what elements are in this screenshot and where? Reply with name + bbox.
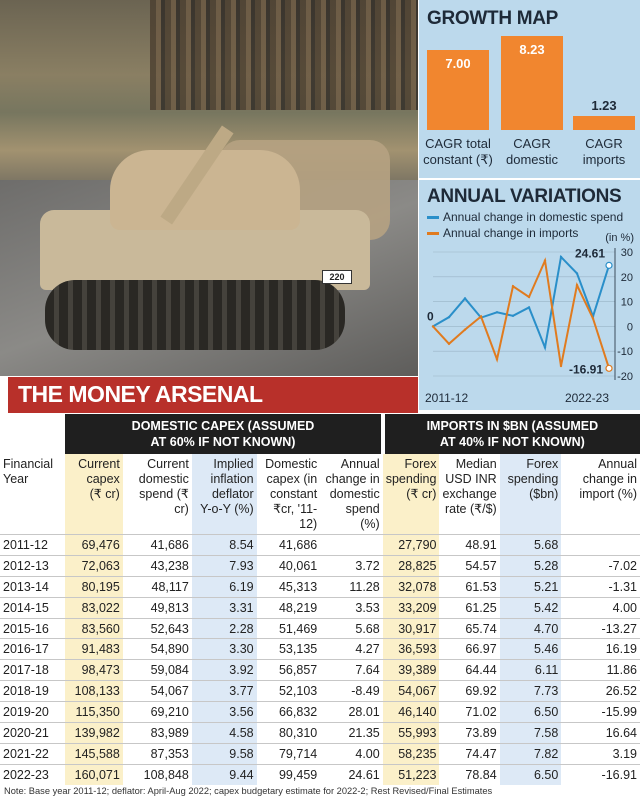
- series-point-domestic-2: [464, 297, 466, 299]
- column-header-4: Domestic capex (in constant ₹cr, '11-12): [265, 457, 318, 531]
- table-cell: -7.02: [561, 555, 640, 576]
- table-cell: 56,857: [257, 660, 321, 681]
- annual-variations-chart: [419, 180, 640, 410]
- table-cell: 30,917: [383, 618, 440, 639]
- table-cell: 28.01: [320, 702, 383, 723]
- table-cell: 2011-12: [0, 535, 65, 556]
- table-cell: 2017-18: [0, 660, 65, 681]
- table-cell: 69,476: [65, 535, 123, 556]
- table-cell: 8.54: [192, 535, 257, 556]
- y-tick-label-5: -20: [617, 371, 633, 383]
- table-cell: 33,209: [383, 597, 440, 618]
- table-cell: 69,210: [123, 702, 192, 723]
- table-cell: [561, 535, 640, 556]
- table-cell: 3.56: [192, 702, 257, 723]
- table-row: [0, 660, 640, 681]
- table-cell: 48,117: [123, 576, 192, 597]
- x-label-end: 2022-23: [564, 391, 609, 405]
- table-cell: 115,350: [65, 702, 123, 723]
- table-cell: 83,022: [65, 597, 123, 618]
- y-tick-label-2: 10: [620, 296, 633, 309]
- table-cell: 6.50: [500, 764, 562, 785]
- table-cell: 4.58: [192, 723, 257, 744]
- series-point-imports-1: [448, 343, 450, 345]
- table-row: [0, 555, 640, 576]
- table-row: [0, 681, 640, 702]
- table-cell: 61.25: [439, 597, 499, 618]
- series-point-domestic-5: [512, 315, 514, 317]
- table-cell: 45,313: [257, 576, 321, 597]
- growth-map-panel: [419, 0, 640, 178]
- column-header-1: Current capex (₹ cr): [65, 454, 123, 535]
- series-point-imports-3: [480, 315, 482, 317]
- series-point-imports-6: [528, 296, 530, 298]
- table-cell: 2014-15: [0, 597, 65, 618]
- column-header-3: Implied inflation deflator Y-o-Y (%): [192, 454, 257, 535]
- table-cell: 5.68: [500, 535, 562, 556]
- table-cell: 5.21: [500, 576, 562, 597]
- annual-variations-title: ANNUAL VARIATIONS: [427, 186, 622, 207]
- table-cell: 83,989: [123, 723, 192, 744]
- table-cell: 48,219: [257, 597, 321, 618]
- table-cell: 4.27: [320, 639, 383, 660]
- table-cell: 40,061: [257, 555, 321, 576]
- column-header-7: Median USD INR exchange rate (₹/$): [442, 457, 497, 516]
- table-cell: 66,832: [257, 702, 321, 723]
- table-cell: 2.28: [192, 618, 257, 639]
- table-cell: 108,133: [65, 681, 123, 702]
- series-point-imports-2: [464, 328, 466, 330]
- table-row: [0, 597, 640, 618]
- low-value-label: -16.91: [568, 362, 603, 377]
- growth-label-2: CAGR domestic: [505, 136, 559, 167]
- table-cell: 3.92: [192, 660, 257, 681]
- legend-label-imports: Annual change in imports: [443, 226, 579, 240]
- table-cell: 36,593: [383, 639, 440, 660]
- column-header-0: Financial Year: [3, 457, 54, 486]
- table-cell: 66.97: [439, 639, 499, 660]
- table-cell: 64.44: [439, 660, 499, 681]
- table-row: [0, 535, 640, 556]
- table-cell: 2018-19: [0, 681, 65, 702]
- table-cell: 139,982: [65, 723, 123, 744]
- table-cell: 5.42: [500, 597, 562, 618]
- table-cell: 3.77: [192, 681, 257, 702]
- growth-label-3: CAGR imports: [582, 136, 626, 167]
- series-point-domestic-1: [448, 316, 450, 318]
- table-cell: 9.44: [192, 764, 257, 785]
- table-cell: 48.91: [439, 535, 499, 556]
- table-cell: -1.31: [561, 576, 640, 597]
- table-cell: 61.53: [439, 576, 499, 597]
- table-cell: 28,825: [383, 555, 440, 576]
- table-cell: 46,140: [383, 702, 440, 723]
- table-cell: 11.28: [320, 576, 383, 597]
- column-header-9: Annual change in import (%): [579, 457, 637, 501]
- column-header-8: Forex spending ($bn): [500, 454, 562, 535]
- table-cell: 24.61: [320, 764, 383, 785]
- column-header-2: Current domestic spend (₹ cr): [138, 457, 189, 516]
- growth-bar-3: [573, 116, 635, 130]
- table-cell: 80,310: [257, 723, 321, 744]
- table-row: [0, 743, 640, 764]
- table-cell: 11.86: [561, 660, 640, 681]
- table-cell: 6.19: [192, 576, 257, 597]
- tank-parade-photo: [0, 0, 418, 376]
- table-cell: 79,714: [257, 743, 321, 764]
- table-cell: 3.19: [561, 743, 640, 764]
- table-cell: 87,353: [123, 743, 192, 764]
- capex-table: [0, 414, 640, 785]
- table-cell: 3.31: [192, 597, 257, 618]
- end-marker-domestic: [606, 262, 612, 268]
- table-cell: 80,195: [65, 576, 123, 597]
- table-cell: 41,686: [123, 535, 192, 556]
- column-header-6: Forex spending (₹ cr): [383, 454, 440, 535]
- table-cell: 2012-13: [0, 555, 65, 576]
- table-cell: 5.28: [500, 555, 562, 576]
- table-cell: 4.00: [320, 743, 383, 764]
- growth-map-title: GROWTH MAP: [427, 8, 559, 29]
- table-cell: 51,223: [383, 764, 440, 785]
- table-cell: 7.93: [192, 555, 257, 576]
- table-cell: 7.64: [320, 660, 383, 681]
- table-cell: 7.73: [500, 681, 562, 702]
- table-row: [0, 723, 640, 744]
- group-header-imports: IMPORTS IN $BN (ASSUMED AT 40% IF NOT KNOWN): [383, 414, 640, 454]
- unit-label: (in %): [605, 232, 634, 244]
- table-cell: 3.53: [320, 597, 383, 618]
- end-marker-imports: [606, 365, 612, 371]
- table-cell: 16.64: [561, 723, 640, 744]
- table-cell: 69.92: [439, 681, 499, 702]
- table-cell: 41,686: [257, 535, 321, 556]
- table-cell: 5.46: [500, 639, 562, 660]
- table-cell: 98,473: [65, 660, 123, 681]
- table-cell: 21.35: [320, 723, 383, 744]
- table-cell: 9.58: [192, 743, 257, 764]
- table-cell: 58,235: [383, 743, 440, 764]
- table-row: [0, 639, 640, 660]
- x-label-start: 2011-12: [425, 391, 469, 405]
- growth-value-1: 7.00: [445, 56, 471, 72]
- table-cell: 71.02: [439, 702, 499, 723]
- table-cell: 3.30: [192, 639, 257, 660]
- series-point-imports-9: [576, 284, 578, 286]
- table-cell: -13.27: [561, 618, 640, 639]
- table-cell: 3.72: [320, 555, 383, 576]
- table-cell: 54,890: [123, 639, 192, 660]
- table-cell: 52,643: [123, 618, 192, 639]
- growth-value-2: 8.23: [519, 42, 545, 57]
- series-point-domestic-6: [528, 306, 530, 308]
- series-point-domestic-7: [544, 346, 546, 348]
- table-cell: 73.89: [439, 723, 499, 744]
- table-cell: 55,993: [383, 723, 440, 744]
- table-cell: 2022-23: [0, 764, 65, 785]
- table-cell: -8.49: [320, 681, 383, 702]
- table-cell: 78.84: [439, 764, 499, 785]
- series-point-imports-0: [432, 325, 434, 327]
- peak-value-label: 24.61: [574, 246, 605, 261]
- table-cell: 26.52: [561, 681, 640, 702]
- table-cell: 53,135: [257, 639, 321, 660]
- start-value-label: 0: [427, 309, 434, 324]
- table-cell: 83,560: [65, 618, 123, 639]
- banner-title: THE MONEY ARSENAL: [8, 377, 418, 413]
- table-row: [0, 618, 640, 639]
- series-point-imports-8: [560, 365, 562, 367]
- table-cell: 16.19: [561, 639, 640, 660]
- series-point-imports-4: [496, 358, 498, 360]
- table-cell: 27,790: [383, 535, 440, 556]
- table-cell: 49,813: [123, 597, 192, 618]
- table-cell: 2020-21: [0, 723, 65, 744]
- table-cell: 7.58: [500, 723, 562, 744]
- table-cell: 5.68: [320, 618, 383, 639]
- table-cell: 145,588: [65, 743, 123, 764]
- column-header-5: Annual change in domestic spend (%): [325, 457, 380, 531]
- crowd-background: [150, 0, 418, 110]
- table-cell: 4.00: [561, 597, 640, 618]
- series-point-domestic-4: [496, 311, 498, 313]
- table-cell: 4.70: [500, 618, 562, 639]
- table-cell: -15.99: [561, 702, 640, 723]
- series-point-imports-10: [592, 317, 594, 319]
- tank-number-plate: 220: [322, 270, 352, 284]
- table-cell: 43,238: [123, 555, 192, 576]
- table-cell: 54.57: [439, 555, 499, 576]
- legend-label-domestic: Annual change in domestic spend: [443, 210, 624, 224]
- table-cell: 32,078: [383, 576, 440, 597]
- table-cell: 6.11: [500, 660, 562, 681]
- table-cell: 74.47: [439, 743, 499, 764]
- y-tick-label-0: 30: [620, 247, 633, 259]
- y-tick-label-1: 20: [620, 271, 633, 284]
- annual-variations-panel: [419, 180, 640, 410]
- table-cell: [320, 535, 383, 556]
- y-tick-label-4: -10: [617, 346, 633, 359]
- y-tick-label-3: 0: [626, 321, 633, 334]
- table-cell: 52,103: [257, 681, 321, 702]
- series-point-domestic-8: [560, 256, 562, 258]
- table-cell: 51,469: [257, 618, 321, 639]
- series-point-imports-7: [544, 259, 546, 261]
- table-cell: 91,483: [65, 639, 123, 660]
- table-cell: 2013-14: [0, 576, 65, 597]
- footnote: Note: Base year 2011-12; deflator: April-Aug 2022; capex budgetary estimate for 2022-2; Rest Revised/Final Estimates: [4, 786, 493, 796]
- table-cell: 2015-16: [0, 618, 65, 639]
- table-cell: 2016-17: [0, 639, 65, 660]
- growth-value-3: 1.23: [591, 97, 617, 113]
- table-cell: 2021-22: [0, 743, 65, 764]
- series-point-domestic-9: [576, 272, 578, 274]
- table-cell: 108,848: [123, 764, 192, 785]
- table-cell: 99,459: [257, 764, 321, 785]
- tank-track: [45, 280, 345, 350]
- table-cell: 160,071: [65, 764, 123, 785]
- table-cell: 59,084: [123, 660, 192, 681]
- table-cell: 65.74: [439, 618, 499, 639]
- table-row: [0, 764, 640, 785]
- table-cell: 6.50: [500, 702, 562, 723]
- group-header-domestic: DOMESTIC CAPEX (ASSUMED AT 60% IF NOT KNOWN): [65, 414, 382, 454]
- table-cell: 54,067: [123, 681, 192, 702]
- table-cell: 72,063: [65, 555, 123, 576]
- series-point-imports-5: [512, 285, 514, 287]
- growth-label-1: CAGR total constant (₹): [423, 136, 493, 167]
- table-cell: 39,389: [383, 660, 440, 681]
- table-cell: 7.82: [500, 743, 562, 764]
- table-cell: 54,067: [383, 681, 440, 702]
- table-cell: 2019-20: [0, 702, 65, 723]
- table-row: [0, 702, 640, 723]
- table-row: [0, 576, 640, 597]
- table-cell: -16.91: [561, 764, 640, 785]
